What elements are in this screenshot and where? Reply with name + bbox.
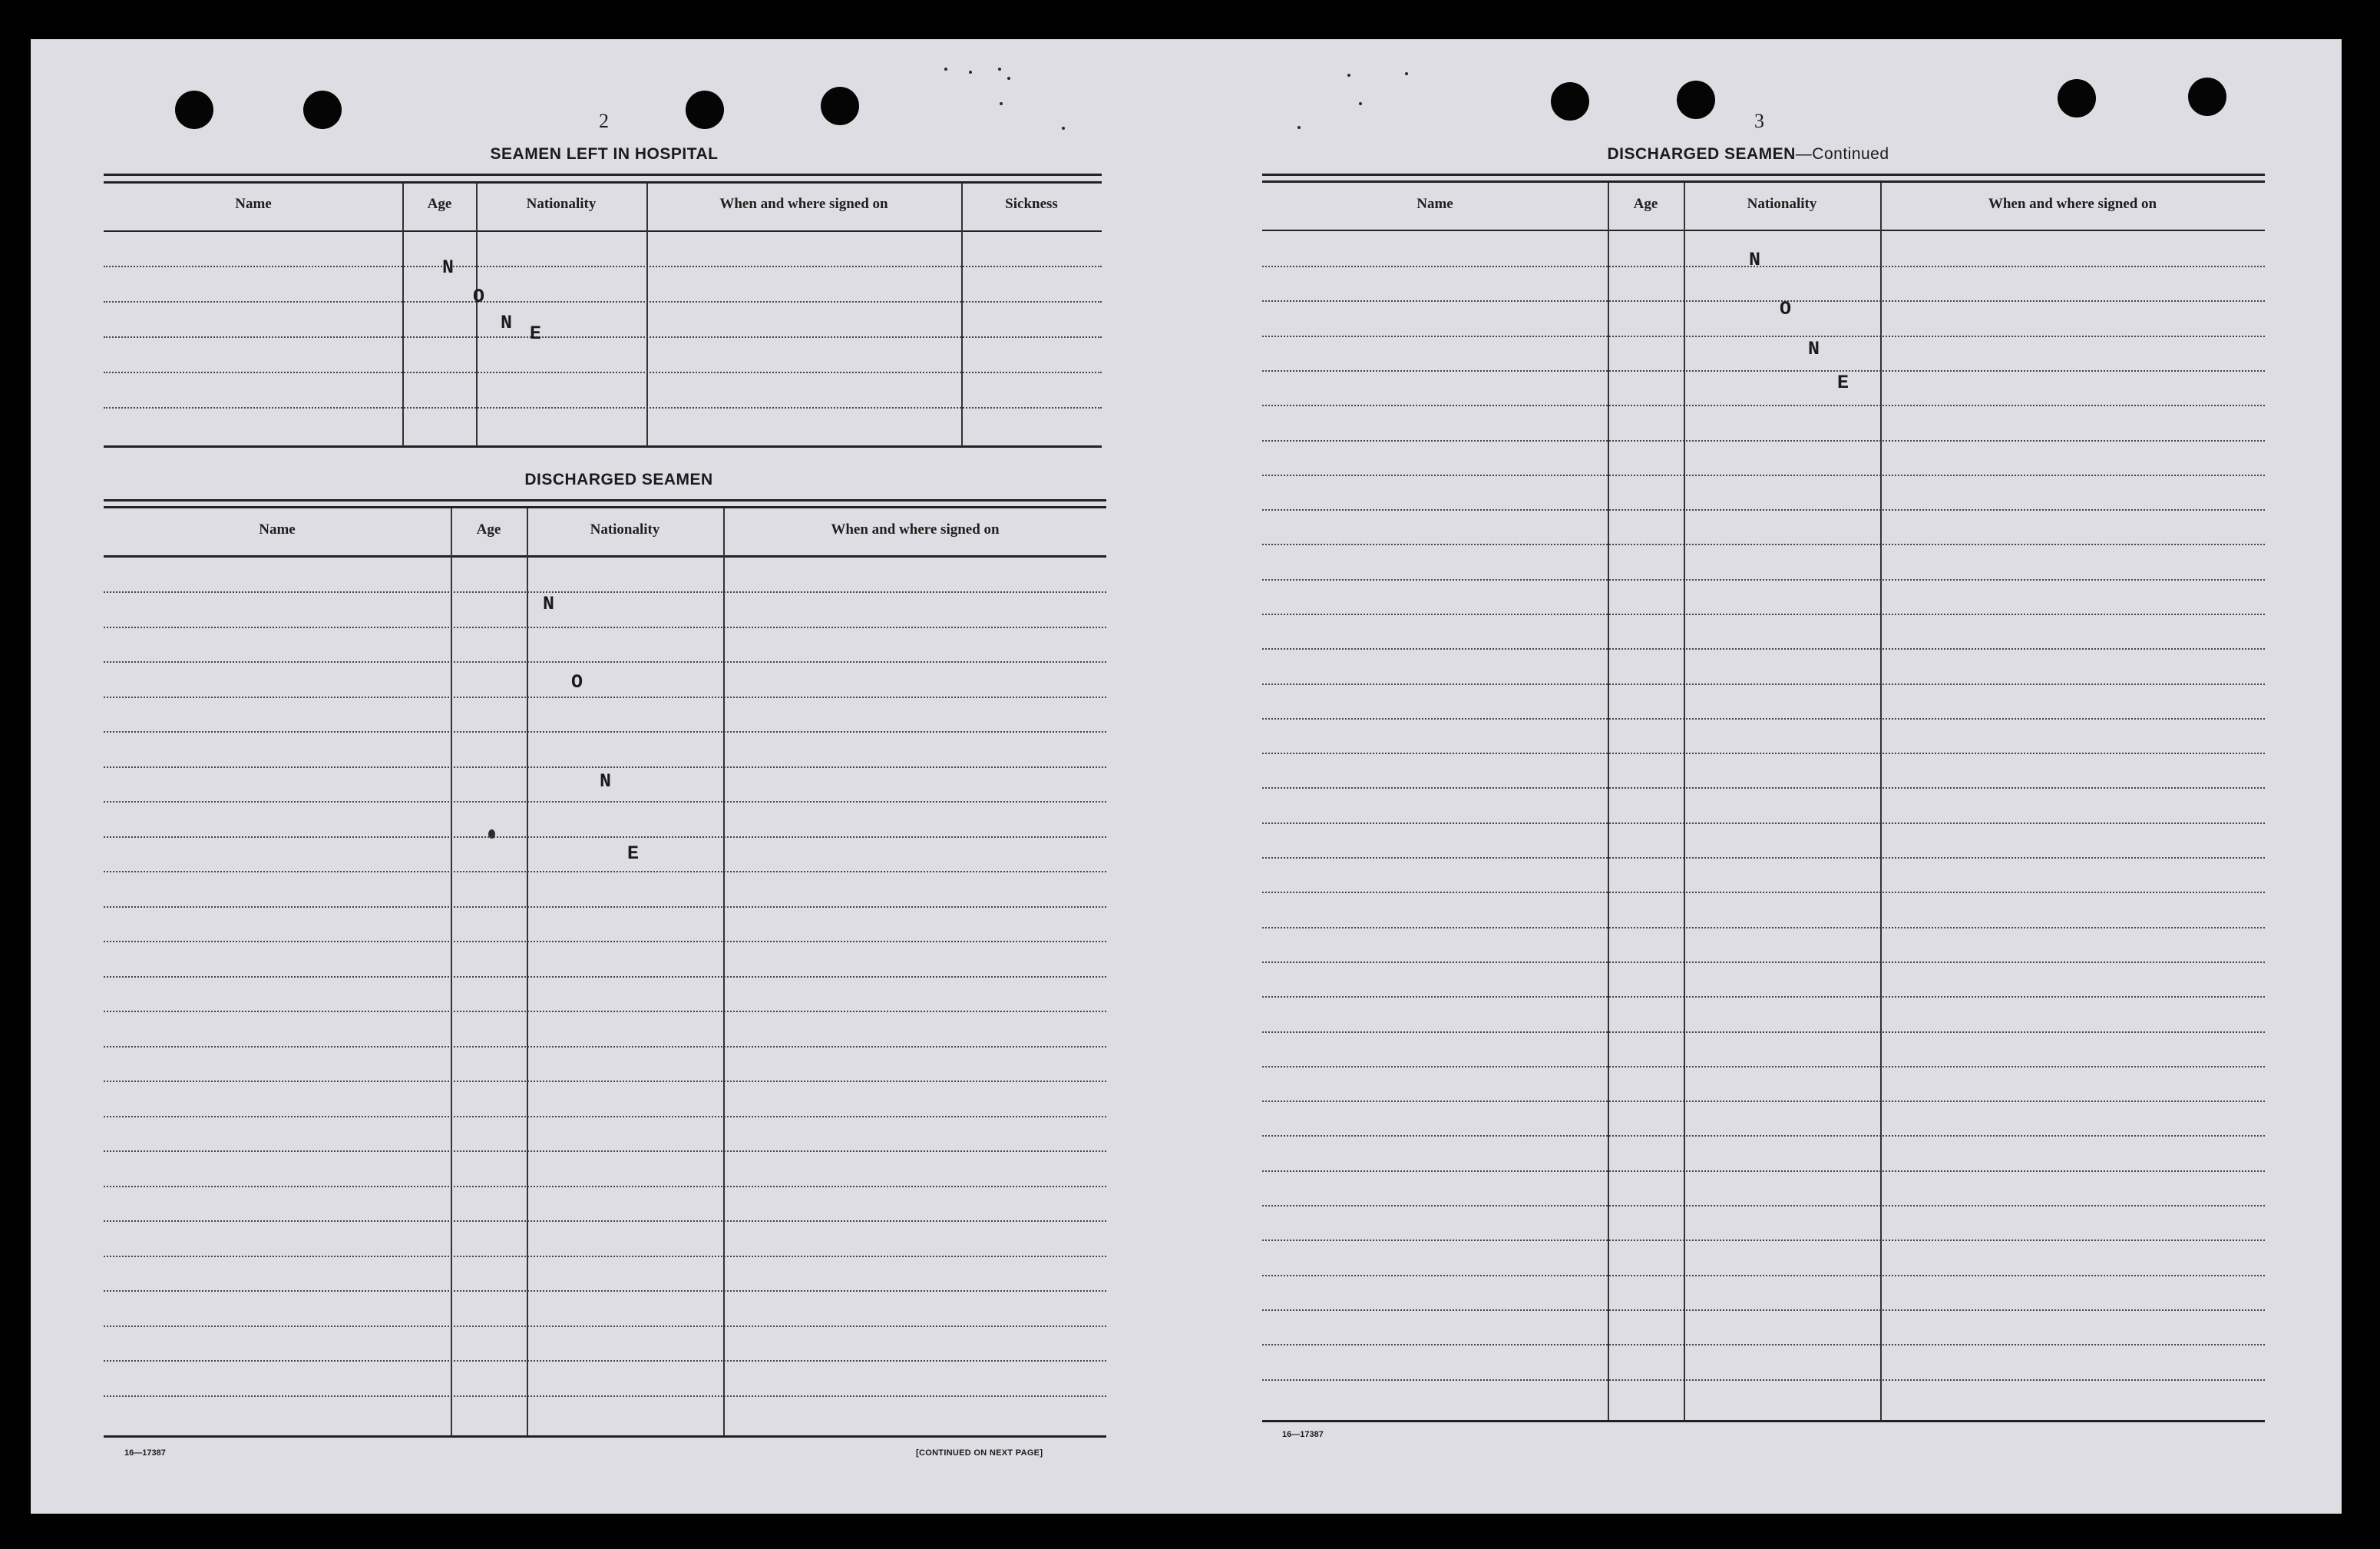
stamp-letter: N: [1749, 249, 1761, 271]
entry-line: [104, 301, 1102, 303]
column-header-sickness: Sickness: [1005, 196, 1058, 212]
entry-line: [1262, 475, 2265, 476]
entry-line: [1262, 370, 2265, 372]
column-divider: [961, 184, 963, 446]
section-title-main: DISCHARGED SEAMEN: [1607, 145, 1796, 163]
entry-line: [1262, 579, 2265, 581]
entry-line: [1262, 266, 2265, 267]
entry-line: [1262, 1101, 2265, 1102]
entry-line: [1262, 1031, 2265, 1033]
entry-line: [104, 336, 1102, 338]
entry-line: [104, 1081, 1106, 1082]
entry-line: [104, 1011, 1106, 1012]
column-header-signed-on: When and where signed on: [1988, 196, 2157, 212]
entry-line: [104, 1256, 1106, 1257]
punch-hole: [1677, 81, 1715, 119]
column-header-name: Name: [1416, 196, 1453, 212]
entry-line: [1262, 440, 2265, 442]
entry-line: [104, 1186, 1106, 1187]
entry-line: [1262, 1309, 2265, 1311]
entry-line: [104, 1116, 1106, 1117]
form-number: 16—17387: [1282, 1430, 1324, 1439]
stamp-letter: N: [501, 312, 513, 334]
column-header-age: Age: [427, 196, 452, 212]
speck: [1297, 126, 1301, 129]
stamp-letter: O: [473, 286, 485, 308]
column-header-name: Name: [235, 196, 272, 212]
stamp-letter: E: [627, 842, 640, 865]
column-divider: [1880, 183, 1882, 1420]
entry-line: [1262, 648, 2265, 650]
entry-line: [104, 1290, 1106, 1292]
column-header-age: Age: [1633, 196, 1658, 212]
header-rule: [1262, 230, 2265, 231]
column-divider: [527, 508, 528, 1435]
column-divider: [451, 508, 452, 1435]
speck: [1062, 127, 1065, 130]
speck: [969, 71, 972, 74]
entry-line: [1262, 718, 2265, 720]
entry-line: [104, 407, 1102, 409]
paper-sheet: [31, 39, 2342, 1514]
page-number: 2: [599, 110, 609, 132]
speck: [944, 68, 947, 71]
entry-line: [1262, 1066, 2265, 1067]
punch-hole: [821, 87, 859, 125]
rule: [104, 174, 1102, 176]
entry-line: [1262, 892, 2265, 893]
column-header-nationality: Nationality: [1747, 196, 1817, 212]
stamp-letter: E: [530, 323, 542, 345]
entry-line: [104, 976, 1106, 978]
entry-line: [104, 731, 1106, 733]
speck: [1007, 77, 1010, 80]
rule: [104, 445, 1102, 448]
entry-line: [1262, 683, 2265, 685]
continued-note: [CONTINUED ON NEXT PAGE]: [916, 1448, 1043, 1458]
header-rule: [104, 555, 1106, 558]
punch-hole: [2188, 78, 2226, 116]
punch-hole: [175, 91, 213, 129]
punch-hole: [1551, 82, 1589, 121]
entry-line: [104, 871, 1106, 872]
entry-line: [104, 372, 1102, 373]
entry-line: [1262, 822, 2265, 824]
entry-line: [104, 836, 1106, 838]
entry-line: [1262, 405, 2265, 406]
entry-line: [1262, 996, 2265, 998]
column-divider: [402, 184, 404, 446]
entry-line: [104, 591, 1106, 593]
entry-line: [1262, 1170, 2265, 1172]
speck: [1359, 102, 1362, 105]
column-divider: [646, 184, 648, 446]
entry-line: [104, 266, 1102, 267]
entry-line: [1262, 1344, 2265, 1345]
header-rule: [104, 230, 1102, 232]
column-header-age: Age: [476, 521, 501, 538]
rule: [104, 499, 1106, 501]
entry-line: [104, 1046, 1106, 1048]
column-header-signed-on: When and where signed on: [831, 521, 1000, 538]
rule: [104, 181, 1102, 184]
rule: [104, 506, 1106, 508]
entry-line: [1262, 857, 2265, 859]
entry-line: [1262, 927, 2265, 928]
stamp-letter: E: [1837, 372, 1849, 394]
entry-line: [1262, 1379, 2265, 1381]
punch-hole: [303, 91, 342, 129]
stamp-letter: N: [442, 257, 455, 279]
punch-hole: [2058, 79, 2096, 117]
rule: [1262, 180, 2265, 183]
stamp-letter: N: [543, 593, 555, 615]
entry-line: [104, 906, 1106, 908]
entry-line: [1262, 614, 2265, 615]
form-number: 16—17387: [124, 1448, 166, 1458]
entry-line: [1262, 1275, 2265, 1276]
entry-line: [104, 1220, 1106, 1222]
page-number: 3: [1754, 110, 1764, 132]
entry-line: [1262, 1135, 2265, 1137]
entry-line: [1262, 336, 2265, 337]
entry-line: [104, 1360, 1106, 1362]
entry-line: [104, 941, 1106, 942]
entry-line: [1262, 787, 2265, 789]
entry-line: [1262, 753, 2265, 754]
speck: [1000, 102, 1003, 105]
entry-line: [1262, 300, 2265, 302]
entry-line: [1262, 962, 2265, 963]
punch-hole: [686, 91, 724, 129]
entry-line: [104, 697, 1106, 698]
column-divider: [1608, 183, 1609, 1420]
section-title-suffix: —Continued: [1795, 145, 1889, 163]
stamp-letter: N: [1808, 338, 1820, 360]
entry-line: [104, 661, 1106, 663]
entry-line: [1262, 544, 2265, 545]
stamp-letter: N: [600, 770, 612, 793]
entry-line: [104, 1150, 1106, 1152]
stamp-letter: O: [1780, 298, 1792, 320]
column-divider: [723, 508, 725, 1435]
speck: [998, 68, 1001, 71]
section-title: SEAMEN LEFT IN HOSPITAL: [490, 145, 719, 163]
speck: [1405, 72, 1408, 75]
column-divider: [476, 184, 478, 446]
section-title: DISCHARGED SEAMEN: [524, 471, 713, 488]
entry-line: [1262, 1205, 2265, 1206]
section-title: [1607, 145, 1889, 164]
entry-line: [104, 1395, 1106, 1397]
rule: [1262, 1420, 2265, 1422]
entry-line: [1262, 1240, 2265, 1241]
column-divider: [1684, 183, 1685, 1420]
column-header-name: Name: [259, 521, 296, 538]
speck: [1347, 74, 1350, 77]
rule: [104, 1435, 1106, 1438]
rule: [1262, 174, 2265, 176]
column-header-nationality: Nationality: [526, 196, 597, 212]
entry-line: [104, 627, 1106, 628]
entry-line: [1262, 509, 2265, 511]
entry-line: [104, 1326, 1106, 1327]
column-header-signed-on: When and where signed on: [719, 196, 888, 212]
entry-line: [104, 766, 1106, 768]
entry-line: [104, 801, 1106, 803]
stamp-letter: O: [571, 671, 583, 693]
column-header-nationality: Nationality: [590, 521, 660, 538]
